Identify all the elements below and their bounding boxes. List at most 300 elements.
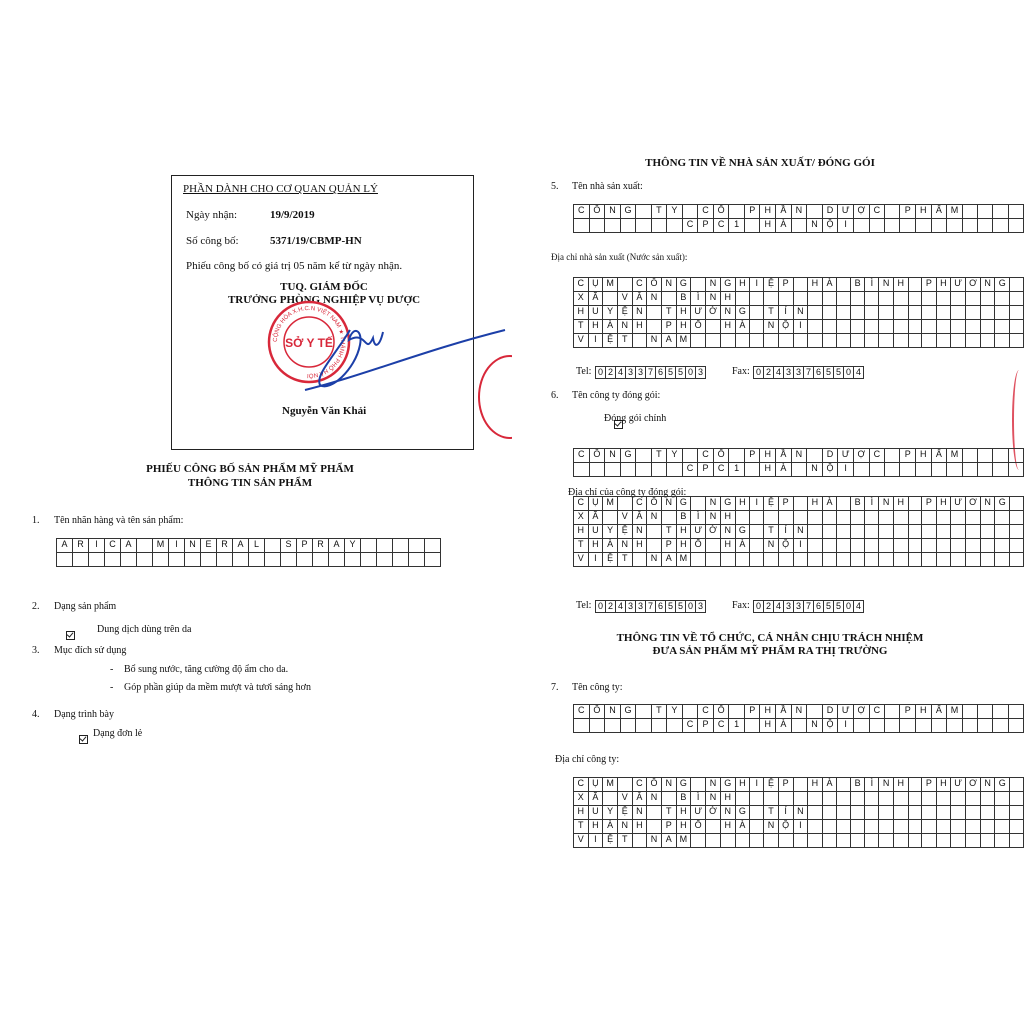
- grid-cell: G: [676, 497, 691, 511]
- item3-label: Mục đích sử dụng: [54, 645, 127, 656]
- grid-cell: [966, 806, 981, 820]
- grid-cell: [1010, 778, 1024, 792]
- grid-cell: [603, 511, 618, 525]
- grid-cell: N: [720, 806, 735, 820]
- grid-cell: [869, 463, 885, 477]
- grid-cell: H: [735, 497, 750, 511]
- grid-cell: [647, 306, 662, 320]
- grid-cell: [993, 205, 1008, 219]
- grid-cell: Ì: [691, 792, 706, 806]
- grid-cell: [908, 320, 922, 334]
- grid-cell: H: [676, 539, 691, 553]
- grid-cell: [1010, 820, 1024, 834]
- grid-cell: R: [313, 539, 329, 553]
- digit-cell: 3: [794, 601, 804, 613]
- grid-cell: C: [698, 705, 714, 719]
- packer-tel-label: Tel:: [576, 600, 592, 611]
- grid-cell: [822, 820, 837, 834]
- grid-cell: C: [574, 497, 589, 511]
- grid-cell: [922, 292, 937, 306]
- grid-cell: [993, 449, 1008, 463]
- grid-cell: [682, 705, 698, 719]
- grid-cell: À: [603, 539, 618, 553]
- grid-cell: [966, 834, 981, 848]
- grid-cell: [853, 719, 869, 733]
- digit-cell: 6: [814, 367, 824, 379]
- grid-cell: [995, 525, 1010, 539]
- grid-cell: M: [947, 205, 963, 219]
- grid-cell: [995, 820, 1010, 834]
- grid-cell: Ô: [589, 705, 605, 719]
- grid-cell: H: [676, 525, 691, 539]
- grid-cell: [951, 820, 966, 834]
- grid-cell: N: [791, 205, 807, 219]
- grid-cell: [682, 449, 698, 463]
- grid-cell: P: [744, 449, 760, 463]
- grid-cell: [885, 205, 900, 219]
- grid-cell: [651, 463, 667, 477]
- grid-cell: [931, 463, 947, 477]
- grid-cell: N: [791, 705, 807, 719]
- grid-cell: [169, 553, 185, 567]
- grid-cell: [951, 525, 966, 539]
- grid-cell: I: [588, 553, 603, 567]
- grid-cell: N: [764, 320, 779, 334]
- grid-cell: Ộ: [778, 320, 793, 334]
- grid-cell: C: [574, 449, 590, 463]
- grid-cell: [908, 792, 922, 806]
- packer-name-grid: [573, 448, 1024, 477]
- grid-row: [57, 553, 441, 567]
- grid-cell: [822, 306, 837, 320]
- grid-cell: H: [720, 511, 735, 525]
- grid-cell: C: [698, 449, 714, 463]
- grid-cell: [893, 553, 908, 567]
- grid-cell: I: [588, 834, 603, 848]
- manufacturer-tel-label: Tel:: [576, 366, 592, 377]
- grid-cell: À: [776, 463, 792, 477]
- grid-cell: [951, 320, 966, 334]
- grid-cell: N: [879, 778, 894, 792]
- grid-cell: Ệ: [603, 334, 618, 348]
- item4-number: 4.: [32, 709, 40, 720]
- grid-cell: X: [574, 292, 589, 306]
- grid-cell: [879, 525, 894, 539]
- grid-cell: [885, 449, 900, 463]
- grid-cell: Ư: [838, 205, 854, 219]
- digit-cell: 4: [774, 601, 784, 613]
- grid-cell: [962, 705, 977, 719]
- grid-cell: [879, 511, 894, 525]
- grid-cell: [706, 553, 721, 567]
- grid-cell: [808, 306, 823, 320]
- grid-cell: Ô: [647, 497, 662, 511]
- grid-cell: [962, 463, 977, 477]
- grid-cell: [57, 553, 73, 567]
- grid-cell: [900, 719, 916, 733]
- grid-row: [574, 334, 1024, 348]
- grid-cell: [345, 553, 361, 567]
- digit-cell: 4: [854, 601, 864, 613]
- grid-cell: [735, 553, 750, 567]
- grid-cell: [361, 553, 377, 567]
- grid-cell: C: [574, 778, 589, 792]
- digit-cell: 3: [696, 367, 706, 379]
- grid-cell: I: [750, 778, 764, 792]
- grid-cell: [865, 820, 879, 834]
- grid-cell: [936, 820, 951, 834]
- grid-cell: C: [632, 497, 647, 511]
- grid-cell: Y: [667, 449, 683, 463]
- grid-cell: [980, 539, 995, 553]
- grid-cell: [651, 219, 667, 233]
- grid-cell: [617, 778, 632, 792]
- grid-cell: N: [706, 497, 721, 511]
- grid-cell: I: [89, 539, 105, 553]
- grid-cell: [936, 792, 951, 806]
- item3-dash-1: -: [110, 664, 114, 675]
- grid-cell: [865, 511, 879, 525]
- grid-cell: [978, 205, 993, 219]
- grid-cell: N: [706, 292, 721, 306]
- grid-cell: [808, 553, 823, 567]
- grid-cell: I: [838, 463, 854, 477]
- grid-cell: [885, 719, 900, 733]
- grid-cell: [885, 219, 900, 233]
- grid-row: [574, 497, 1024, 511]
- grid-cell: [908, 778, 922, 792]
- grid-cell: P: [297, 539, 313, 553]
- grid-cell: [980, 511, 995, 525]
- grid-cell: [893, 334, 908, 348]
- grid-cell: [105, 553, 121, 567]
- manufacturer-address-grid: [573, 277, 1024, 348]
- signer-title-2: TRƯỞNG PHÒNG NGHIỆP VỤ DƯỢC: [227, 294, 421, 306]
- grid-cell: [966, 553, 981, 567]
- grid-cell: P: [744, 205, 760, 219]
- grid-cell: H: [720, 792, 735, 806]
- grid-cell: [409, 553, 425, 567]
- grid-cell: [1008, 705, 1024, 719]
- grid-cell: I: [793, 320, 808, 334]
- grid-cell: [980, 820, 995, 834]
- grid-cell: Â: [632, 511, 647, 525]
- grid-cell: [729, 205, 745, 219]
- grid-cell: [750, 306, 764, 320]
- item2-checkbox[interactable]: [66, 631, 75, 640]
- grid-cell: A: [233, 539, 249, 553]
- digit-cell: 6: [656, 367, 666, 379]
- grid-cell: [995, 320, 1010, 334]
- grid-cell: [750, 820, 764, 834]
- grid-cell: [922, 539, 937, 553]
- digit-cell: 5: [676, 601, 686, 613]
- grid-cell: Ẩ: [931, 449, 947, 463]
- grid-cell: [750, 292, 764, 306]
- grid-cell: [850, 792, 865, 806]
- grid-cell: H: [936, 778, 951, 792]
- grid-cell: P: [698, 719, 714, 733]
- manufacturer-address-label: Địa chỉ nhà sản xuất (Nước sản xuất):: [551, 252, 688, 262]
- grid-cell: [750, 539, 764, 553]
- grid-cell: N: [720, 525, 735, 539]
- grid-cell: [778, 334, 793, 348]
- grid-cell: M: [676, 553, 691, 567]
- grid-cell: N: [706, 511, 721, 525]
- grid-cell: [837, 306, 851, 320]
- grid-cell: [603, 792, 618, 806]
- grid-cell: [589, 463, 605, 477]
- grid-cell: H: [632, 320, 647, 334]
- grid-cell: C: [713, 463, 729, 477]
- grid-cell: [916, 219, 932, 233]
- grid-cell: [620, 219, 636, 233]
- grid-cell: [822, 320, 837, 334]
- grid-cell: [750, 334, 764, 348]
- grid-cell: [153, 553, 169, 567]
- grid-cell: A: [661, 553, 676, 567]
- grid-cell: V: [574, 334, 589, 348]
- grid-cell: [793, 292, 808, 306]
- grid-cell: [822, 806, 837, 820]
- grid-cell: [636, 463, 651, 477]
- grid-cell: À: [603, 320, 618, 334]
- grid-cell: [922, 525, 937, 539]
- grid-cell: [706, 820, 721, 834]
- grid-cell: [980, 292, 995, 306]
- responsible-heading-1: THÔNG TIN VỀ TỔ CHỨC, CÁ NHÂN CHỊU TRÁCH NHIỆM: [616, 632, 924, 644]
- grid-cell: [647, 820, 662, 834]
- grid-cell: P: [698, 219, 714, 233]
- grid-cell: [966, 292, 981, 306]
- grid-row: [574, 205, 1024, 219]
- grid-cell: N: [647, 292, 662, 306]
- grid-cell: N: [791, 449, 807, 463]
- grid-cell: A: [661, 334, 676, 348]
- number-label: Số công bố:: [186, 235, 239, 247]
- grid-cell: [853, 463, 869, 477]
- grid-cell: [893, 511, 908, 525]
- grid-cell: G: [720, 778, 735, 792]
- grid-cell: [922, 820, 937, 834]
- signer-name: Nguyễn Văn Khải: [282, 405, 367, 417]
- grid-cell: [980, 792, 995, 806]
- grid-cell: S: [281, 539, 297, 553]
- grid-cell: [879, 306, 894, 320]
- grid-cell: [377, 553, 393, 567]
- grid-cell: [691, 834, 706, 848]
- grid-cell: B: [676, 792, 691, 806]
- grid-cell: [951, 553, 966, 567]
- grid-cell: [617, 278, 632, 292]
- grid-cell: [951, 334, 966, 348]
- grid-cell: P: [778, 778, 793, 792]
- grid-cell: Ộ: [822, 219, 838, 233]
- digit-cell: 0: [844, 367, 854, 379]
- item5-label: Tên nhà sản xuất:: [572, 181, 643, 192]
- item6-label: Tên công ty đóng gói:: [572, 390, 661, 401]
- grid-cell: [750, 525, 764, 539]
- grid-cell: [329, 553, 345, 567]
- grid-cell: [185, 553, 201, 567]
- grid-cell: E: [201, 539, 217, 553]
- grid-cell: [605, 219, 621, 233]
- grid-cell: N: [807, 719, 823, 733]
- digit-cell: 2: [606, 367, 616, 379]
- grid-cell: [1010, 278, 1024, 292]
- item4-checkbox[interactable]: [79, 735, 88, 744]
- grid-cell: [636, 705, 651, 719]
- grid-cell: [966, 792, 981, 806]
- grid-row: [574, 778, 1024, 792]
- grid-cell: G: [735, 806, 750, 820]
- grid-cell: N: [793, 806, 808, 820]
- digit-cell: 5: [824, 367, 834, 379]
- grid-cell: [778, 834, 793, 848]
- grid-cell: [908, 511, 922, 525]
- digit-cell: 6: [814, 601, 824, 613]
- grid-cell: Í: [778, 806, 793, 820]
- grid-cell: H: [893, 278, 908, 292]
- grid-cell: [936, 553, 951, 567]
- grid-cell: M: [603, 497, 618, 511]
- grid-cell: C: [869, 705, 885, 719]
- grid-cell: [879, 334, 894, 348]
- item2-label: Dạng sản phẩm: [54, 601, 117, 612]
- grid-cell: Ệ: [617, 306, 632, 320]
- grid-cell: P: [900, 449, 916, 463]
- digit-cell: 4: [616, 601, 626, 613]
- grid-cell: [837, 806, 851, 820]
- grid-cell: H: [632, 820, 647, 834]
- grid-cell: G: [735, 525, 750, 539]
- grid-cell: [893, 820, 908, 834]
- grid-cell: Ố: [691, 320, 706, 334]
- digit-cell: 4: [854, 367, 864, 379]
- grid-cell: V: [574, 834, 589, 848]
- grid-cell: N: [632, 306, 647, 320]
- grid-cell: [995, 292, 1010, 306]
- grid-cell: [908, 539, 922, 553]
- grid-cell: [297, 553, 313, 567]
- grid-cell: 1: [729, 219, 745, 233]
- grid-cell: Ợ: [853, 205, 869, 219]
- grid-cell: [393, 553, 409, 567]
- grid-cell: [691, 497, 706, 511]
- grid-cell: [729, 705, 745, 719]
- grid-cell: [869, 219, 885, 233]
- grid-cell: Ư: [951, 497, 966, 511]
- grid-cell: Ầ: [776, 705, 792, 719]
- grid-cell: [951, 292, 966, 306]
- grid-cell: [995, 806, 1010, 820]
- grid-cell: H: [676, 306, 691, 320]
- grid-cell: [850, 539, 865, 553]
- grid-cell: [951, 834, 966, 848]
- grid-cell: X: [574, 511, 589, 525]
- grid-cell: [837, 539, 851, 553]
- grid-cell: [249, 553, 265, 567]
- grid-cell: [850, 525, 865, 539]
- grid-cell: [980, 834, 995, 848]
- grid-cell: M: [676, 834, 691, 848]
- grid-cell: [995, 306, 1010, 320]
- grid-cell: [808, 511, 823, 525]
- grid-cell: [605, 463, 621, 477]
- grid-cell: N: [632, 806, 647, 820]
- grid-cell: [837, 792, 851, 806]
- grid-cell: [793, 553, 808, 567]
- grid-cell: [947, 219, 963, 233]
- grid-cell: [865, 553, 879, 567]
- grid-cell: [837, 292, 851, 306]
- grid-cell: Ụ: [588, 278, 603, 292]
- grid-cell: H: [916, 205, 932, 219]
- digit-cell: 3: [626, 601, 636, 613]
- grid-cell: [978, 705, 993, 719]
- grid-cell: Í: [778, 525, 793, 539]
- grid-cell: A: [661, 834, 676, 848]
- digit-cell: 7: [646, 367, 656, 379]
- grid-cell: N: [647, 553, 662, 567]
- grid-cell: [951, 806, 966, 820]
- grid-cell: [706, 539, 721, 553]
- grid-cell: H: [676, 806, 691, 820]
- item3-bullet-1: Bổ sung nước, tăng cường độ ẩm cho da.: [124, 664, 289, 675]
- received-label: Ngày nhận:: [186, 209, 238, 221]
- grid-cell: [885, 463, 900, 477]
- grid-cell: Ô: [647, 778, 662, 792]
- grid-cell: [1008, 719, 1024, 733]
- grid-cell: [791, 219, 807, 233]
- grid-cell: Ẩ: [931, 205, 947, 219]
- grid-cell: [1008, 219, 1024, 233]
- grid-cell: [647, 525, 662, 539]
- grid-cell: [589, 719, 605, 733]
- grid-cell: [425, 553, 441, 567]
- grid-cell: Ợ: [853, 705, 869, 719]
- grid-cell: [993, 719, 1008, 733]
- grid-cell: [574, 719, 590, 733]
- grid-cell: H: [808, 778, 823, 792]
- grid-cell: N: [980, 278, 995, 292]
- grid-cell: [691, 334, 706, 348]
- grid-row: [574, 820, 1024, 834]
- grid-cell: [865, 334, 879, 348]
- grid-cell: T: [617, 834, 632, 848]
- grid-cell: [682, 205, 698, 219]
- grid-cell: U: [588, 806, 603, 820]
- grid-cell: [706, 334, 721, 348]
- digit-cell: 2: [764, 367, 774, 379]
- grid-cell: [995, 553, 1010, 567]
- grid-cell: H: [916, 449, 932, 463]
- digit-cell: 2: [606, 601, 616, 613]
- grid-cell: [632, 553, 647, 567]
- grid-cell: [764, 292, 779, 306]
- grid-cell: [313, 553, 329, 567]
- grid-cell: C: [105, 539, 121, 553]
- grid-cell: [808, 292, 823, 306]
- digit-cell: 0: [844, 601, 854, 613]
- grid-cell: [993, 705, 1008, 719]
- grid-cell: [993, 219, 1008, 233]
- grid-cell: T: [617, 553, 632, 567]
- grid-cell: [265, 553, 281, 567]
- grid-cell: Ư: [951, 778, 966, 792]
- grid-cell: [764, 511, 779, 525]
- grid-cell: [632, 834, 647, 848]
